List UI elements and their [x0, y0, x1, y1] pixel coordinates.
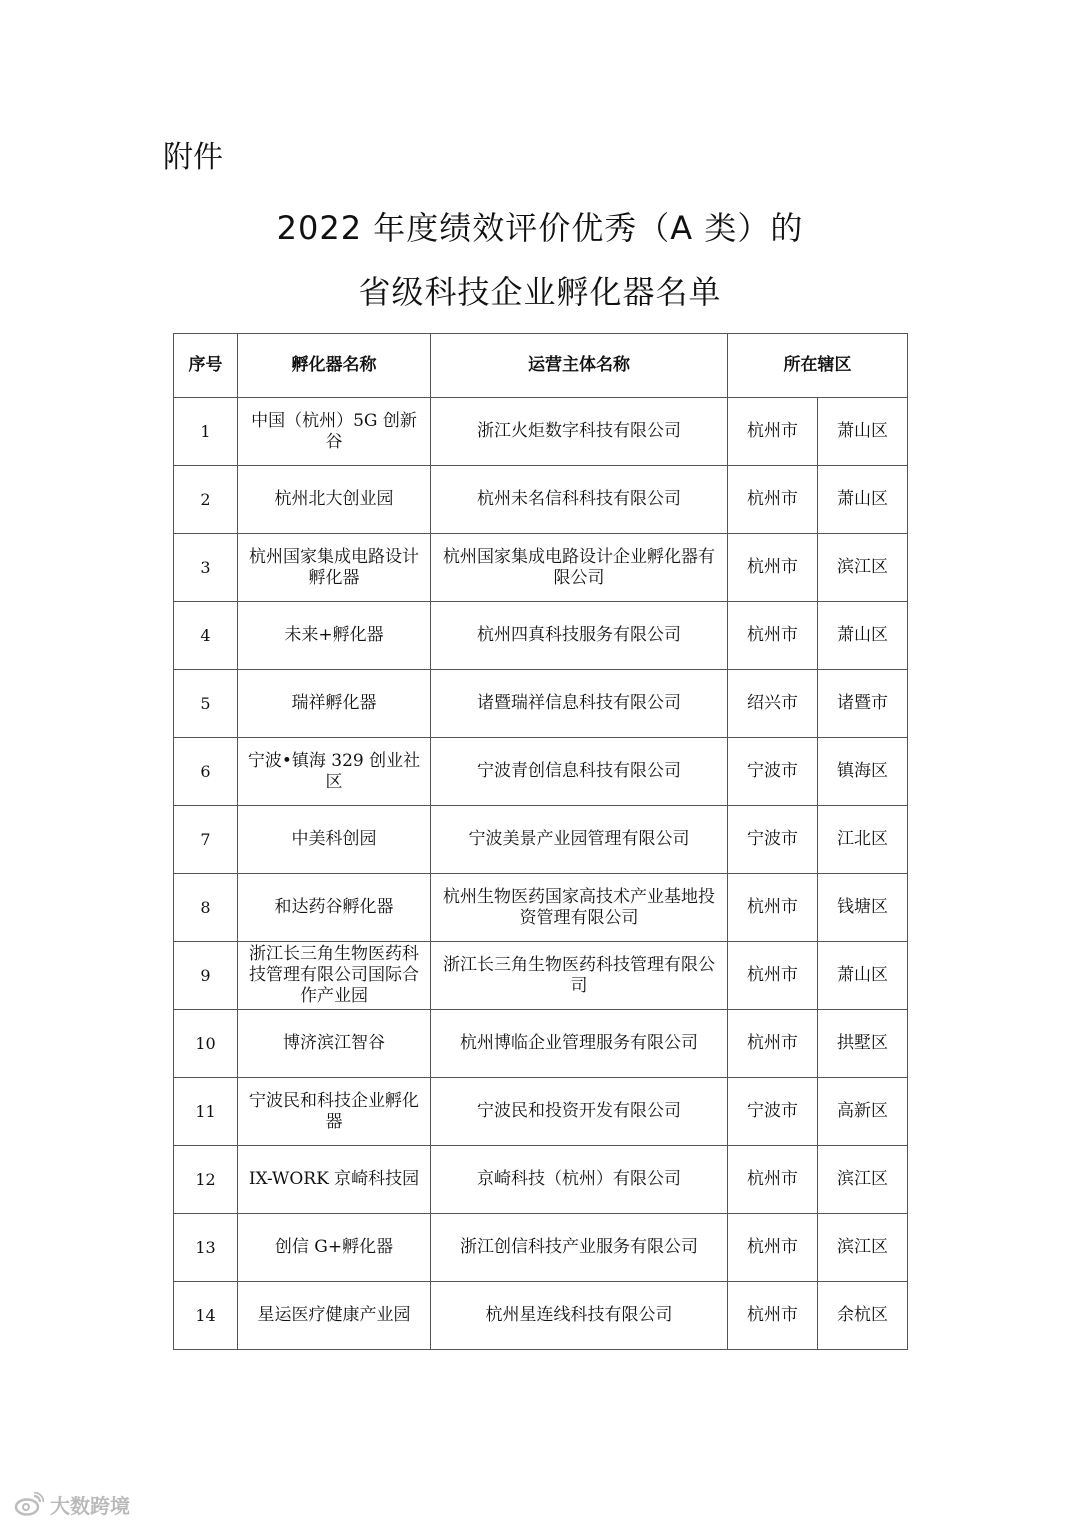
cell-district: 镇海区	[818, 738, 908, 806]
cell-district: 高新区	[818, 1078, 908, 1146]
cell-district: 滨江区	[818, 1214, 908, 1282]
cell-operator-name: 杭州未名信科科技有限公司	[431, 466, 728, 534]
cell-incubator-name: 和达药谷孵化器	[238, 874, 431, 942]
cell-district: 萧山区	[818, 398, 908, 466]
cell-district: 萧山区	[818, 942, 908, 1010]
cell-district: 钱塘区	[818, 874, 908, 942]
cell-incubator-name: 中美科创园	[238, 806, 431, 874]
table-row	[174, 942, 908, 1010]
cell-operator-name: 杭州博临企业管理服务有限公司	[431, 1010, 728, 1078]
cell-district: 滨江区	[818, 534, 908, 602]
cell-city: 杭州市	[728, 466, 818, 534]
table-row	[174, 398, 908, 466]
cell-city: 宁波市	[728, 1078, 818, 1146]
cell-seq: 5	[174, 670, 238, 738]
cell-district: 余杭区	[818, 1282, 908, 1350]
cell-seq: 2	[174, 466, 238, 534]
cell-seq: 12	[174, 1146, 238, 1214]
cell-district: 拱墅区	[818, 1010, 908, 1078]
cell-incubator-name: 创信 G+孵化器	[238, 1214, 431, 1282]
header-incubator-name: 孵化器名称	[238, 334, 431, 398]
table-row	[174, 1010, 908, 1078]
header-operator-name: 运营主体名称	[431, 334, 728, 398]
cell-seq: 11	[174, 1078, 238, 1146]
cell-seq: 4	[174, 602, 238, 670]
cell-city: 杭州市	[728, 534, 818, 602]
cell-operator-name: 宁波美景产业园管理有限公司	[431, 806, 728, 874]
cell-district: 诸暨市	[818, 670, 908, 738]
cell-operator-name: 杭州四真科技服务有限公司	[431, 602, 728, 670]
cell-seq: 6	[174, 738, 238, 806]
cell-city: 杭州市	[728, 398, 818, 466]
watermark-text: 大数跨境	[50, 1493, 130, 1518]
cell-incubator-name: 星运医疗健康产业园	[238, 1282, 431, 1350]
cell-seq: 13	[174, 1214, 238, 1282]
cell-district: 江北区	[818, 806, 908, 874]
cell-city: 杭州市	[728, 1146, 818, 1214]
cell-operator-name: 杭州国家集成电路设计企业孵化器有限公司	[431, 534, 728, 602]
table-row	[174, 1282, 908, 1350]
cell-incubator-name: 瑞祥孵化器	[238, 670, 431, 738]
cell-operator-name: 杭州星连线科技有限公司	[431, 1282, 728, 1350]
cell-operator-name: 浙江火炬数字科技有限公司	[431, 398, 728, 466]
document-title-line-2: 省级科技企业孵化器名单	[358, 273, 722, 311]
attachment-label: 附件	[163, 140, 223, 175]
table-row	[174, 466, 908, 534]
table-row	[174, 1146, 908, 1214]
cell-seq: 7	[174, 806, 238, 874]
table-row	[174, 534, 908, 602]
weibo-logo-icon	[14, 1492, 44, 1516]
cell-city: 杭州市	[728, 1214, 818, 1282]
table-row	[174, 670, 908, 738]
cell-operator-name: 浙江长三角生物医药科技管理有限公司	[431, 942, 728, 1010]
cell-operator-name: 浙江创信科技产业服务有限公司	[431, 1214, 728, 1282]
cell-city: 宁波市	[728, 806, 818, 874]
watermark	[14, 1491, 130, 1517]
cell-incubator-name: 杭州北大创业园	[238, 466, 431, 534]
cell-operator-name: 宁波民和投资开发有限公司	[431, 1078, 728, 1146]
cell-incubator-name: 浙江长三角生物医药科技管理有限公司国际合作产业园	[238, 942, 431, 1010]
table-header-row	[174, 334, 908, 398]
table-row	[174, 602, 908, 670]
cell-seq: 9	[174, 942, 238, 1010]
incubator-table	[173, 333, 908, 1350]
cell-seq: 3	[174, 534, 238, 602]
cell-city: 杭州市	[728, 1010, 818, 1078]
cell-city: 绍兴市	[728, 670, 818, 738]
cell-incubator-name: 未来+孵化器	[238, 602, 431, 670]
header-seq: 序号	[174, 334, 238, 398]
table-row	[174, 806, 908, 874]
header-region: 所在辖区	[728, 334, 908, 398]
table-row	[174, 1214, 908, 1282]
cell-incubator-name: IX-WORK 京崎科技园	[238, 1146, 431, 1214]
cell-seq: 14	[174, 1282, 238, 1350]
table-row	[174, 874, 908, 942]
cell-city: 杭州市	[728, 942, 818, 1010]
cell-incubator-name: 宁波•镇海 329 创业社区	[238, 738, 431, 806]
cell-city: 宁波市	[728, 738, 818, 806]
cell-incubator-name: 杭州国家集成电路设计孵化器	[238, 534, 431, 602]
cell-district: 滨江区	[818, 1146, 908, 1214]
table-body	[174, 398, 908, 1350]
cell-incubator-name: 宁波民和科技企业孵化器	[238, 1078, 431, 1146]
cell-seq: 1	[174, 398, 238, 466]
cell-operator-name: 诸暨瑞祥信息科技有限公司	[431, 670, 728, 738]
cell-operator-name: 宁波青创信息科技有限公司	[431, 738, 728, 806]
cell-seq: 8	[174, 874, 238, 942]
cell-seq: 10	[174, 1010, 238, 1078]
cell-district: 萧山区	[818, 602, 908, 670]
cell-operator-name: 京崎科技（杭州）有限公司	[431, 1146, 728, 1214]
cell-city: 杭州市	[728, 874, 818, 942]
table-row	[174, 1078, 908, 1146]
cell-district: 萧山区	[818, 466, 908, 534]
cell-operator-name: 杭州生物医药国家高技术产业基地投资管理有限公司	[431, 874, 728, 942]
document-title-line-1: 2022 年度绩效评价优秀（A 类）的	[276, 209, 804, 247]
cell-incubator-name: 博济滨江智谷	[238, 1010, 431, 1078]
cell-incubator-name: 中国（杭州）5G 创新谷	[238, 398, 431, 466]
cell-city: 杭州市	[728, 602, 818, 670]
cell-city: 杭州市	[728, 1282, 818, 1350]
table-row	[174, 738, 908, 806]
